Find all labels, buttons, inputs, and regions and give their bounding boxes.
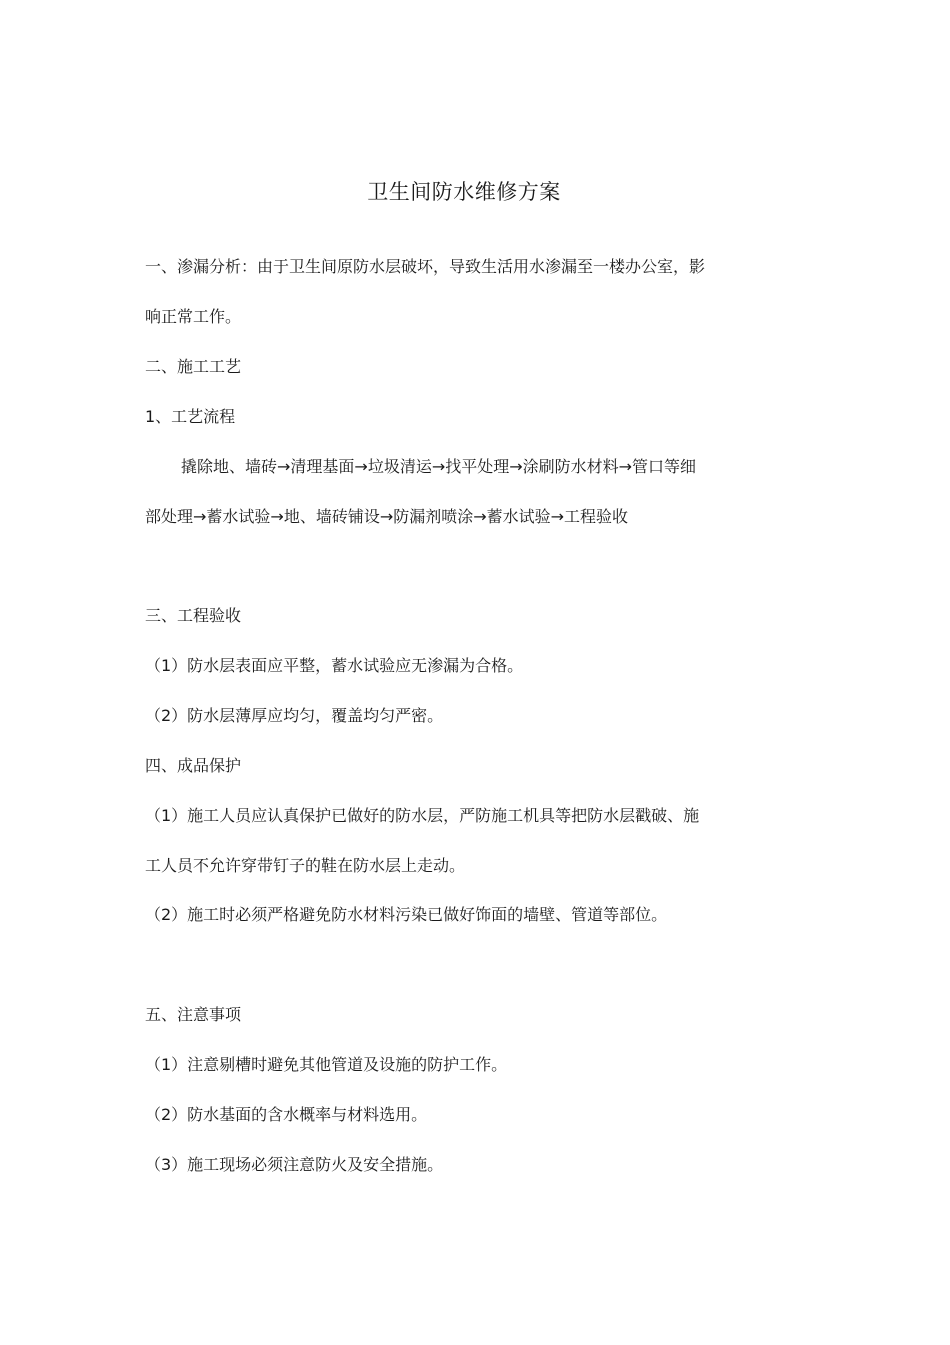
section-3-heading: 三、工程验收 — [145, 606, 242, 625]
section-4-heading: 四、成品保护 — [145, 756, 242, 775]
list-item: （2）防水基面的含水概率与材料选用。 — [145, 1105, 428, 1124]
document-title: 卫生间防水维修方案 — [367, 180, 561, 204]
list-item-continuation: 工人员不允许穿带钉子的鞋在防水层上走动。 — [145, 856, 466, 875]
section-1-paragraph-line-1: 一、渗漏分析：由于卫生间原防水层破坏，导致生活用水渗漏至一楼办公室，影 — [145, 257, 706, 276]
list-item: （2）施工时必须严格避免防水材料污染已做好饰面的墙壁、管道等部位。 — [145, 905, 668, 924]
list-item: （1）防水层表面应平整，蓄水试验应无渗漏为合格。 — [145, 656, 524, 675]
subsection-heading: 1、工艺流程 — [145, 407, 236, 426]
section-2-heading: 二、施工工艺 — [145, 357, 242, 376]
section-1-paragraph-line-2: 响正常工作。 — [145, 307, 242, 326]
section-5-heading: 五、注意事项 — [145, 1005, 242, 1024]
list-item: （3）施工现场必须注意防火及安全措施。 — [145, 1155, 444, 1174]
list-item: （1）施工人员应认真保护已做好的防水层，严防施工机具等把防水层戳破、施 — [145, 806, 700, 825]
process-flow-line-2: 部处理→蓄水试验→地、墙砖铺设→防漏剂喷涂→蓄水试验→工程验收 — [145, 507, 629, 526]
list-item: （1）注意剔槽时避免其他管道及设施的防护工作。 — [145, 1055, 508, 1074]
list-item: （2）防水层薄厚应均匀，覆盖均匀严密。 — [145, 706, 444, 725]
process-flow-line-1: 撬除地、墙砖→清理基面→垃圾清运→找平处理→涂刷防水材料→管口等细 — [181, 457, 697, 476]
